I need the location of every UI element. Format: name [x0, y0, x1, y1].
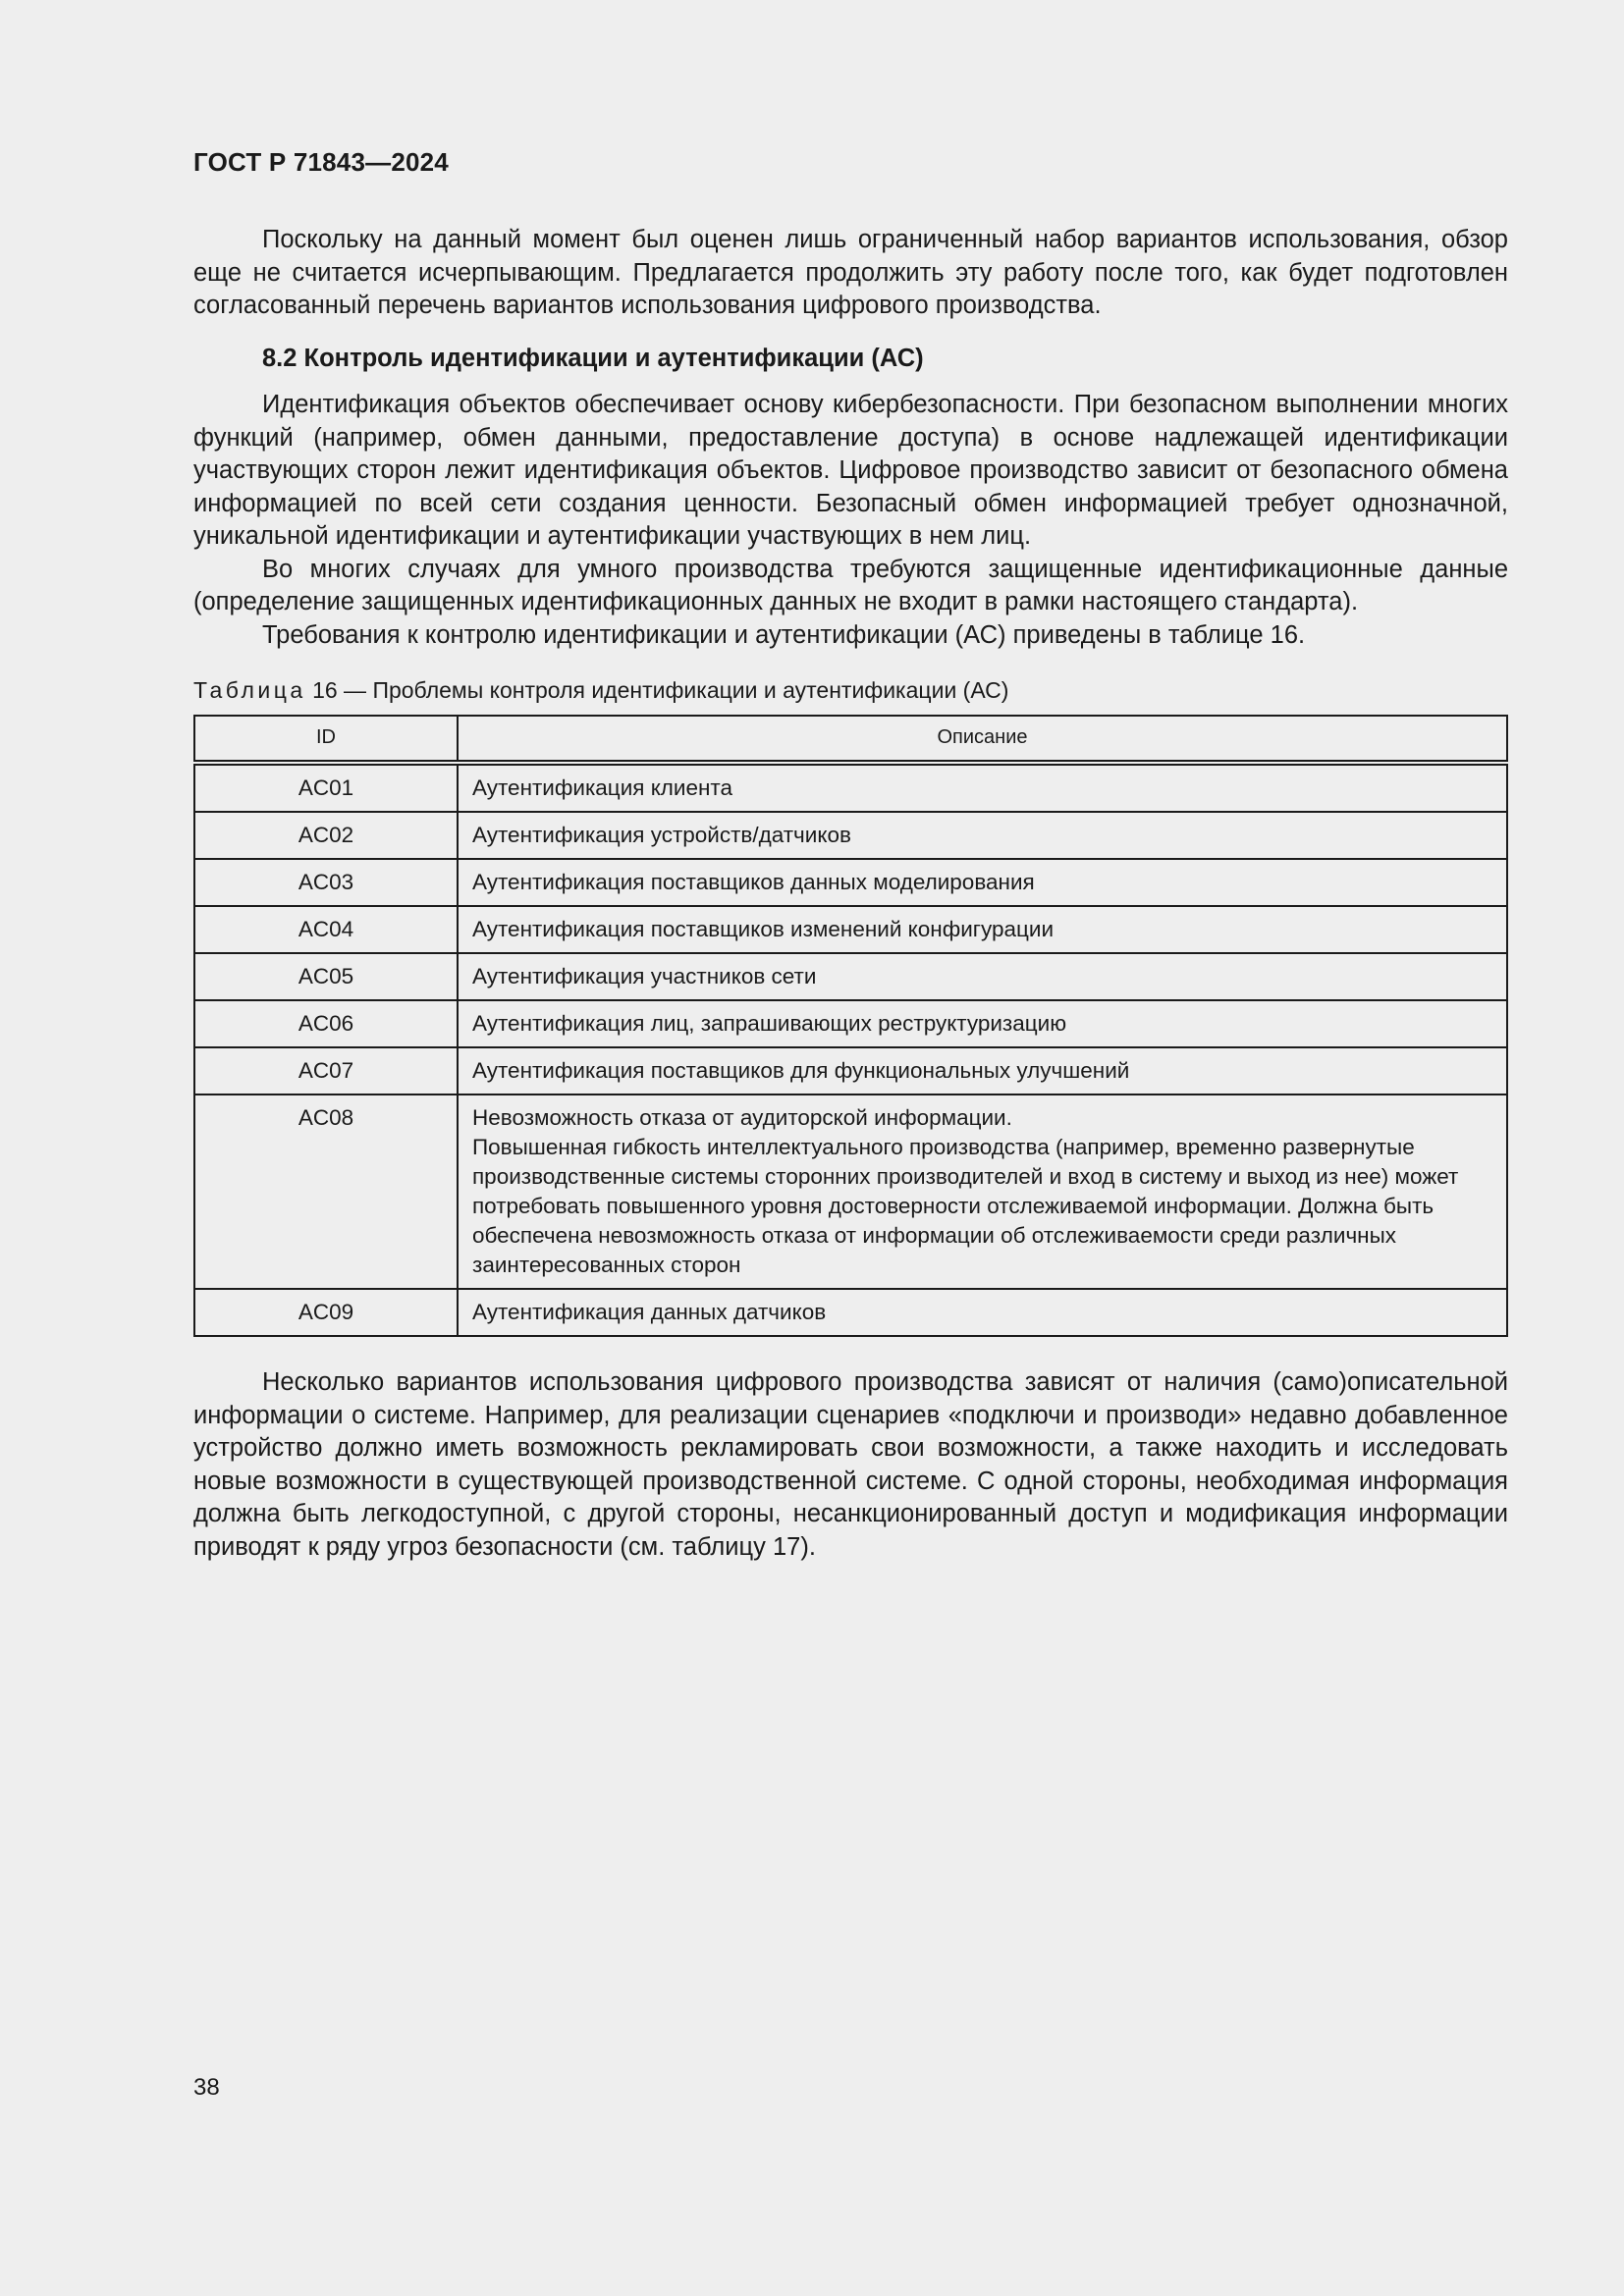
row-description: Аутентификация клиента	[458, 763, 1507, 812]
row-id: AC05	[194, 953, 458, 1000]
section-paragraph-3: Требования к контролю идентификации и аутентификации (АС) приведены в таблице 16.	[262, 620, 1306, 649]
table-row	[194, 1047, 1507, 1095]
closing-paragraph: Несколько вариантов использования цифрового производства зависят от наличия (само)описательной информации о системе. Например, для реализации сценариев «подключи и производи» недавно добавленное устройство должно иметь возможность рекламировать свои возможности, а также находить и исследовать новые возможности в существующей производственной системе. С одной стороны, необходимая информация должна быть легкодоступной, с другой стороны, несанкционированный доступ и модификация информации приводят к ряду угроз безопасности (см. таблицу 17).	[193, 1368, 1508, 1561]
section-paragraph-1: Идентификация объектов обеспечивает основу кибербезопасности. При безопасном выполнении многих функций (например, обмен данными, предоставление доступа) в основе надлежащей идентификации участвующих сторон лежит идентификация объектов. Цифровое производство зависит от безопасного обмена информацией по всей сети создания ценности. Безопасный обмен информацией требует однозначной, уникальной идентификации и аутентификации участвующих в нем лиц.	[193, 391, 1508, 550]
row-description: Аутентификация данных датчиков	[458, 1289, 1507, 1336]
row-description: Аутентификация устройств/датчиков	[458, 812, 1507, 859]
row-description: Аутентификация поставщиков для функциональных улучшений	[458, 1047, 1507, 1095]
row-description: Аутентификация поставщиков данных моделирования	[458, 859, 1507, 906]
table-row	[194, 763, 1507, 812]
table-caption	[193, 675, 1508, 705]
table-row	[194, 812, 1507, 859]
row-id: AC02	[194, 812, 458, 859]
table-row	[194, 859, 1507, 906]
table-caption-label: Таблица	[193, 677, 306, 703]
ac-table	[193, 715, 1508, 1337]
row-id: AC08	[194, 1095, 458, 1289]
row-id: AC01	[194, 763, 458, 812]
page-number: 38	[193, 2074, 220, 2101]
table-row	[194, 1289, 1507, 1336]
section-paragraph-2: Во многих случаях для умного производства требуются защищенные идентификационные данные (определение защищенных идентификационных данных не входит в рамки настоящего стандарта).	[193, 555, 1508, 615]
section-heading: 8.2 Контроль идентификации и аутентификации (АС)	[262, 344, 924, 372]
row-description-line-2: Повышенная гибкость интеллектуального производства (например, временно развернутые производственные системы сторонних производителей и вход в систему и выход из нее) может потребовать повышенного уровня достоверности отслеживаемой информации. Должна быть обеспечена невозможность отказа от информации об отслеживаемости среди различных заинтересованных сторон	[472, 1135, 1459, 1277]
table-row	[194, 906, 1507, 953]
row-id: AC04	[194, 906, 458, 953]
table-row	[194, 1095, 1507, 1289]
page-content	[193, 224, 1508, 1564]
row-id: AC06	[194, 1000, 458, 1047]
table-row	[194, 1000, 1507, 1047]
table-header-row	[194, 716, 1507, 763]
row-description-line-1: Невозможность отказа от аудиторской информации.	[472, 1105, 1012, 1130]
intro-paragraph: Поскольку на данный момент был оценен лишь ограниченный набор вариантов использования, обзор еще не считается исчерпывающим. Предлагается продолжить эту работу после того, как будет подготовлен согласованный перечень вариантов использования цифрового производства.	[193, 226, 1508, 319]
row-description: Аутентификация лиц, запрашивающих реструктуризацию	[458, 1000, 1507, 1047]
row-id: AC09	[194, 1289, 458, 1336]
row-id: AC07	[194, 1047, 458, 1095]
row-description	[458, 1095, 1507, 1289]
column-header-description: Описание	[458, 716, 1507, 763]
row-description: Аутентификация участников сети	[458, 953, 1507, 1000]
column-header-id: ID	[194, 716, 458, 763]
table-row	[194, 953, 1507, 1000]
row-description: Аутентификация поставщиков изменений конфигурации	[458, 906, 1507, 953]
row-id: AC03	[194, 859, 458, 906]
table-caption-title: 16 — Проблемы контроля идентификации и аутентификации (АС)	[312, 677, 1009, 703]
document-header: ГОСТ Р 71843—2024	[193, 147, 449, 177]
